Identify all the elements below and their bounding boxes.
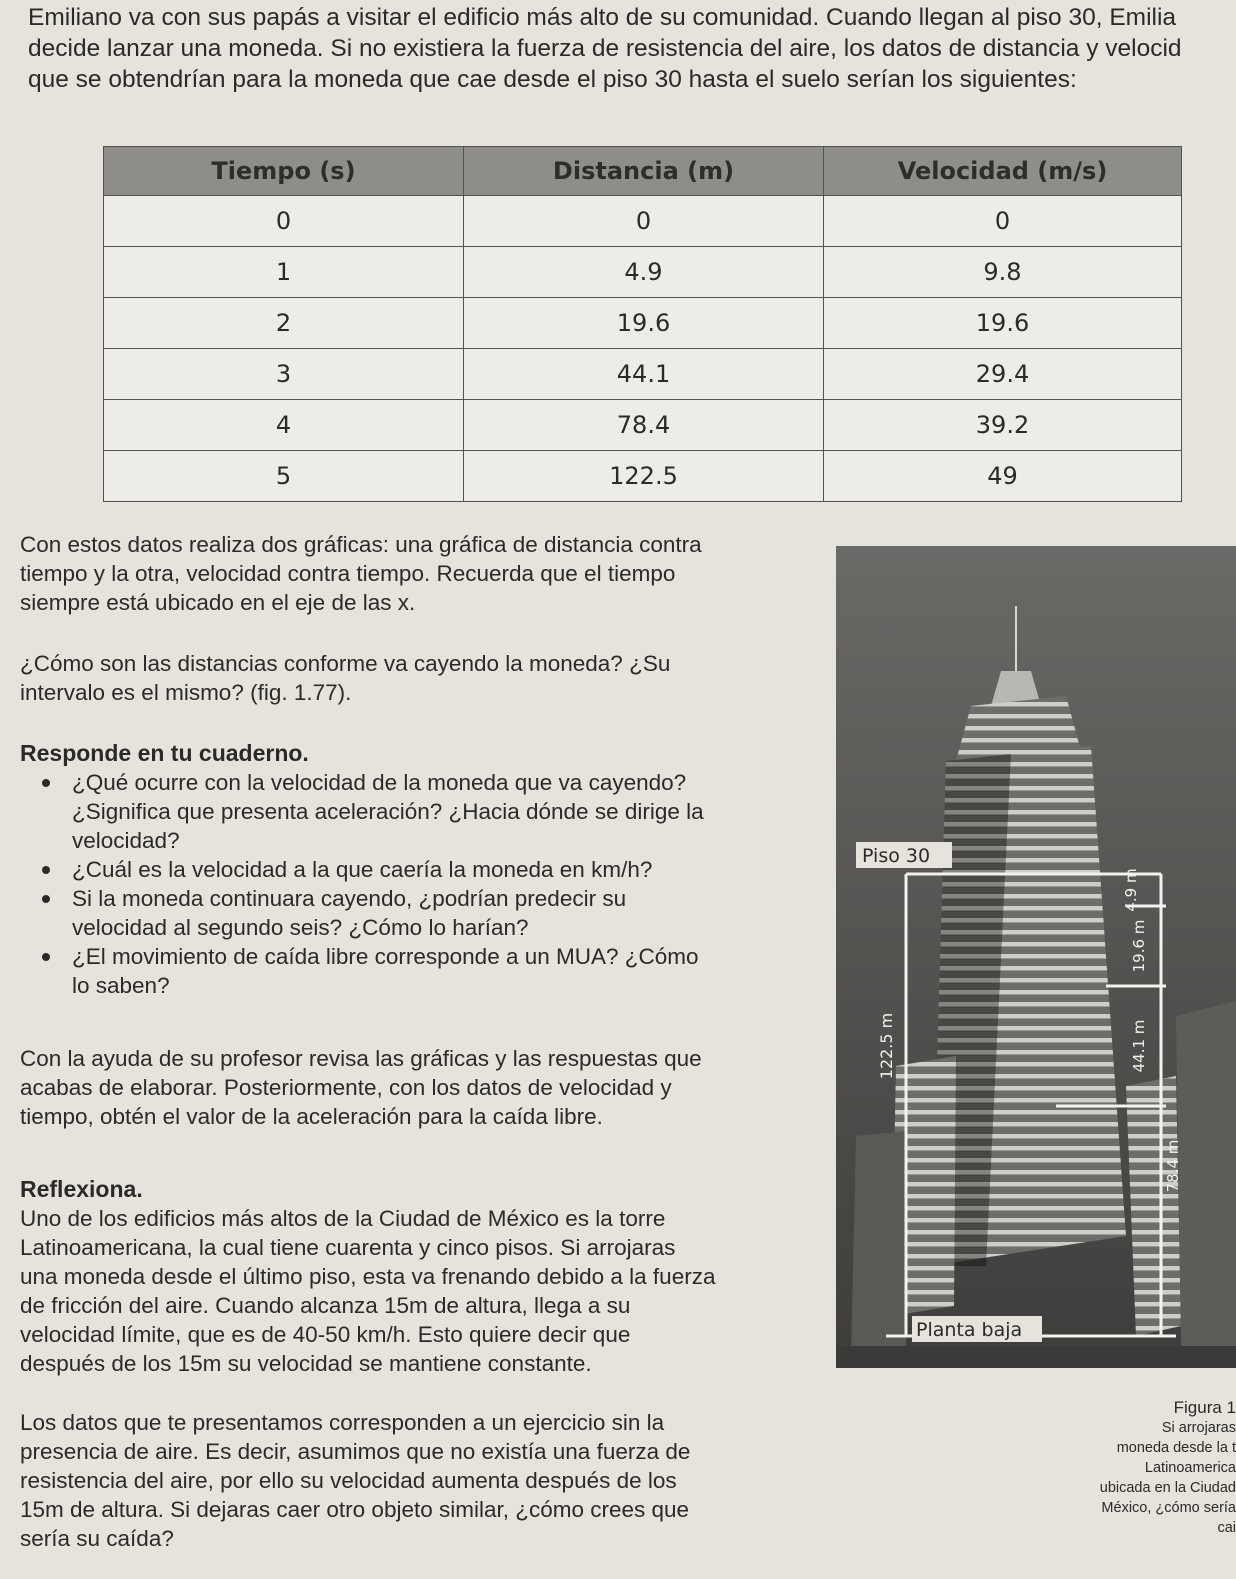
header-velocity: Velocidad (m/s) <box>824 147 1182 196</box>
text-line: siempre está ubicado en el eje de las x. <box>20 590 416 615</box>
cell-velocity: 29.4 <box>824 349 1182 400</box>
caption-line: ubicada en la Ciudad <box>1099 1480 1236 1496</box>
text-line: velocidad? <box>72 828 180 853</box>
text-line: después de los 15m su velocidad se mantiene constante. <box>20 1351 592 1376</box>
caption-line: Figura 1 <box>1173 1398 1236 1417</box>
text-line: ¿Cómo son las distancias conforme va cayendo la moneda? ¿Su <box>20 651 671 676</box>
text-line: velocidad límite, que es de 40-50 km/h. Esto quiere decir que <box>20 1322 631 1347</box>
header-distance: Distancia (m) <box>464 147 824 196</box>
text-line: Los datos que te presentamos corresponden a un ejercicio sin la <box>20 1410 665 1435</box>
cell-velocity: 39.2 <box>824 400 1182 451</box>
cell-distance: 4.9 <box>464 247 824 298</box>
text-line: de fricción del aire. Cuando alcanza 15m de altura, llega a su <box>20 1293 631 1318</box>
cell-time: 2 <box>104 298 464 349</box>
text-line: Uno de los edificios más altos de la Ciudad de México es la torre <box>20 1206 666 1231</box>
measure-label: 122.5 m <box>877 1012 896 1080</box>
paragraph-no-air-resistance <box>20 1408 820 1553</box>
cell-time: 1 <box>104 247 464 298</box>
text-line: una moneda desde el último piso, esta va frenando debido a la fuerza <box>20 1264 716 1289</box>
cell-velocity: 0 <box>824 196 1182 247</box>
paragraph-acceleration <box>20 1044 820 1131</box>
table-row <box>104 247 1182 298</box>
ground-label: Planta baja <box>916 1319 1023 1341</box>
header-time: Tiempo (s) <box>104 147 464 196</box>
measure-label: 19.6 m <box>1130 919 1148 973</box>
text-line: velocidad al segundo seis? ¿Cómo lo harían? <box>72 915 529 940</box>
measure-label: 44.1 m <box>1130 1019 1148 1073</box>
list-item <box>20 855 820 884</box>
text-line: presencia de aire. Es decir, asumimos que no existía una fuerza de <box>20 1439 691 1464</box>
cell-distance: 19.6 <box>464 298 824 349</box>
measure-label: 78.4 m <box>1164 1139 1182 1193</box>
paragraph-torre-latinoamericana <box>20 1204 820 1378</box>
section-heading-reflect: Reflexiona. <box>20 1176 143 1202</box>
cell-distance: 44.1 <box>464 349 824 400</box>
table-row <box>104 196 1182 247</box>
cell-time: 5 <box>104 451 464 502</box>
section-heading-answer: Responde en tu cuaderno. <box>20 740 309 766</box>
table-row <box>104 298 1182 349</box>
text-line: ¿El movimiento de caída libre corresponde a un MUA? ¿Cómo <box>72 944 699 969</box>
cell-time: 3 <box>104 349 464 400</box>
text-line: tiempo y la otra, velocidad contra tiempo. Recuerda que el tiempo <box>20 561 676 586</box>
cell-time: 4 <box>104 400 464 451</box>
caption-line: cai <box>1217 1520 1236 1536</box>
list-item <box>20 768 820 855</box>
cell-time: 0 <box>104 196 464 247</box>
cell-velocity: 9.8 <box>824 247 1182 298</box>
bullet-icon <box>42 779 50 787</box>
table-row <box>104 400 1182 451</box>
text-line: tiempo, obtén el valor de la aceleración para la caída libre. <box>20 1104 603 1129</box>
measure-label: 4.9 m <box>1122 868 1140 912</box>
cell-distance: 122.5 <box>464 451 824 502</box>
text-line: ¿Significa que presenta aceleración? ¿Hacia dónde se dirige la <box>72 799 704 824</box>
text-line: lo saben? <box>72 973 170 998</box>
text-line: Si la moneda continuara cayendo, ¿podrían predecir su <box>72 886 627 911</box>
text-line: sería su caída? <box>20 1526 174 1551</box>
caption-line: México, ¿cómo sería <box>1101 1500 1236 1516</box>
cell-velocity: 49 <box>824 451 1182 502</box>
table-row <box>104 349 1182 400</box>
bullet-icon <box>42 866 50 874</box>
text-line: ¿Cuál es la velocidad a la que caería la moneda en km/h? <box>72 857 653 882</box>
caption-line: moneda desde la t <box>1116 1440 1236 1456</box>
tower-figure <box>836 546 1236 1368</box>
instructions-column <box>20 530 820 1378</box>
paragraph-graphs <box>20 530 820 617</box>
list-item <box>20 942 820 1000</box>
intro-line: que se obtendrían para la moneda que cae desde el piso 30 hasta el suelo serían los siguientes: <box>28 66 1077 93</box>
cell-velocity: 19.6 <box>824 298 1182 349</box>
list-item <box>20 884 820 942</box>
paragraph-distances-question <box>20 649 820 707</box>
text-line: acabas de elaborar. Posteriormente, con los datos de velocidad y <box>20 1075 672 1100</box>
intro-line: Emiliano va con sus papás a visitar el edificio más alto de su comunidad. Cuando llegan al piso 30, Emilia <box>28 4 1177 31</box>
figure-caption <box>1030 1398 1236 1538</box>
question-list <box>20 768 820 1000</box>
table-header-row <box>104 147 1182 196</box>
table-row <box>104 451 1182 502</box>
floor-label: Piso 30 <box>862 845 931 867</box>
intro-paragraph <box>28 2 1233 95</box>
bullet-icon <box>42 895 50 903</box>
text-line: ¿Qué ocurre con la velocidad de la moneda que va cayendo? <box>72 770 687 795</box>
bullet-icon <box>42 953 50 961</box>
text-line: Con la ayuda de su profesor revisa las gráficas y las respuestas que <box>20 1046 702 1071</box>
caption-line: Si arrojaras <box>1161 1420 1236 1436</box>
text-line: Con estos datos realiza dos gráficas: una gráfica de distancia contra <box>20 532 702 557</box>
text-line: intervalo es el mismo? (fig. 1.77). <box>20 680 352 705</box>
text-line: Latinoamericana, la cual tiene cuarenta y cinco pisos. Si arrojaras <box>20 1235 676 1260</box>
free-fall-data-table <box>103 146 1182 502</box>
intro-line: decide lanzar una moneda. Si no existiera la fuerza de resistencia del aire, los datos de distancia y velocid <box>28 35 1182 62</box>
text-line: 15m de altura. Si dejaras caer otro objeto similar, ¿cómo crees que <box>20 1497 690 1522</box>
caption-line: Latinoamerica <box>1144 1460 1236 1476</box>
cell-distance: 78.4 <box>464 400 824 451</box>
cell-distance: 0 <box>464 196 824 247</box>
text-line: resistencia del aire, por ello su velocidad aumenta después de los <box>20 1468 677 1493</box>
